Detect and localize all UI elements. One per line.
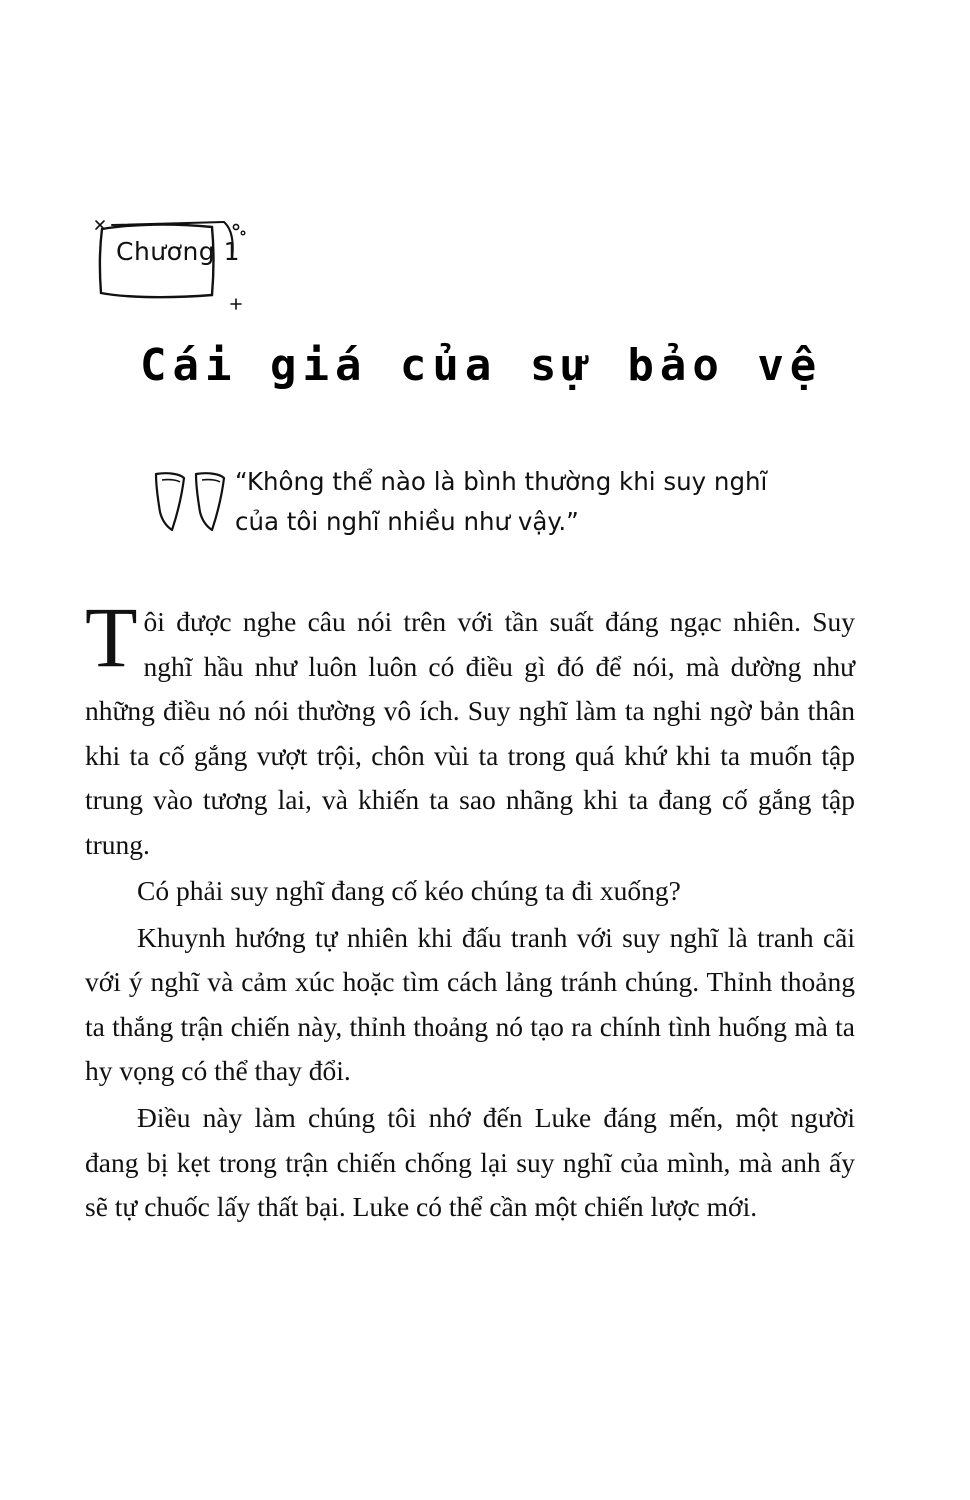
chapter-title: Cái giá của sự bảo vệ — [140, 340, 823, 391]
paragraph-text: ôi được nghe câu nói trên với tần suất đáng ngạc nhiên. Suy nghĩ hầu như luôn luôn có điều gì đó để nói, mà dường như những điều nó nói thường vô ích. Suy nghĩ làm ta nghi ngờ bản thân khi ta cố gắng vượt trội, chôn vùi ta trong quá khứ khi ta muốn tập trung vào tương lai, và khiến ta sao nhãng khi ta đang cố gắng tập trung. — [85, 606, 855, 860]
paragraph: Có phải suy nghĩ đang cố kéo chúng ta đi xuống? — [137, 875, 681, 907]
quotation-mark-icon — [150, 468, 240, 538]
paragraph: Khuynh hướng tự nhiên khi đấu tranh với suy nghĩ là tranh cãi với ý nghĩ và cảm xúc hoặc tìm cách lảng tránh chúng. Thỉnh thoảng ta thắng trận chiến này, thỉnh thoảng nó tạo ra chính tình huống mà ta hy vọng có thể thay đổi. — [85, 921, 855, 1087]
paragraph — [85, 589, 855, 867]
pull-quote-line-1: “Không thể nào là bình thường khi suy nghĩ — [235, 467, 768, 496]
drop-cap: T — [85, 589, 138, 685]
pull-quote-text — [235, 462, 855, 541]
chapter-label: Chương 1 — [116, 237, 241, 266]
pull-quote-line-2: của tôi nghĩ nhiều như vậy.” — [235, 506, 579, 536]
body-copy — [85, 589, 855, 1232]
paragraph: Điều này làm chúng tôi nhớ đến Luke đáng mến, một người đang bị kẹt trong trận chiến chống lại suy nghĩ của mình, mà anh ấy sẽ tự chuốc lấy thất bại. Luke có thể cần một chiến lược mới. — [85, 1102, 855, 1223]
chapter-badge — [92, 215, 257, 293]
